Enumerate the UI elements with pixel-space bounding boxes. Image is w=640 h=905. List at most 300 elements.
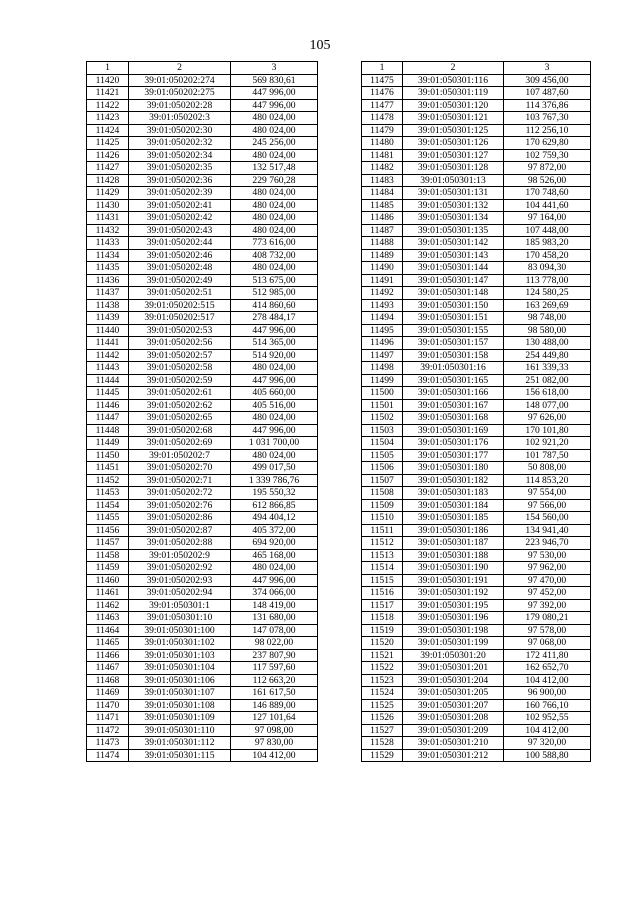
cadastral-number-cell: 39:01:050202:61 [129,387,231,400]
value-cell: 124 580,25 [504,287,591,300]
value-cell: 113 778,00 [504,274,591,287]
cadastral-number-cell: 39:01:050202:34 [129,149,231,162]
value-cell: 97 578,00 [504,624,591,637]
table-row [362,587,591,600]
table-row [87,224,318,237]
table-row [362,337,591,350]
cadastral-number-cell: 39:01:050301:16 [403,362,504,375]
table-row [87,724,318,737]
value-cell: 100 588,80 [504,749,591,762]
row-number-cell: 11430 [87,199,129,212]
row-number-cell: 11478 [362,112,403,125]
row-number-cell: 11516 [362,587,403,600]
table-row [362,312,591,325]
row-number-cell: 11515 [362,574,403,587]
value-cell: 161 339,33 [504,362,591,375]
value-cell: 480 024,00 [231,187,318,200]
cadastral-number-cell: 39:01:050301:186 [403,524,504,537]
row-number-cell: 11448 [87,424,129,437]
row-number-cell: 11441 [87,337,129,350]
cadastral-number-cell: 39:01:050301:190 [403,562,504,575]
table-row [362,562,591,575]
cadastral-number-cell: 39:01:050202:275 [129,87,231,100]
cadastral-number-cell: 39:01:050202:41 [129,199,231,212]
value-cell: 103 767,30 [504,112,591,125]
cadastral-number-cell: 39:01:050202:86 [129,512,231,525]
row-number-cell: 11487 [362,224,403,237]
cadastral-number-cell: 39:01:050301:208 [403,712,504,725]
value-cell: 514 920,00 [231,349,318,362]
cadastral-number-cell: 39:01:050301:209 [403,724,504,737]
value-cell: 97 530,00 [504,549,591,562]
row-number-cell: 11488 [362,237,403,250]
row-number-cell: 11438 [87,299,129,312]
table-row [87,387,318,400]
cadastral-number-cell: 39:01:050301:151 [403,312,504,325]
value-cell: 447 996,00 [231,574,318,587]
row-number-cell: 11420 [87,74,129,87]
value-cell: 97 626,00 [504,412,591,425]
table-row [362,674,591,687]
table-row [87,149,318,162]
table-row [87,362,318,375]
value-cell: 50 808,00 [504,462,591,475]
cadastral-number-cell: 39:01:050301:147 [403,274,504,287]
cadastral-number-cell: 39:01:050202:57 [129,349,231,362]
cadastral-number-cell: 39:01:050301:13 [403,174,504,187]
value-cell: 480 024,00 [231,124,318,137]
cadastral-number-cell: 39:01:050202:30 [129,124,231,137]
cadastral-number-cell: 39:01:050301:169 [403,424,504,437]
row-number-cell: 11432 [87,224,129,237]
table-row [362,237,591,250]
value-cell: 480 024,00 [231,412,318,425]
cadastral-number-cell: 39:01:050301:195 [403,599,504,612]
table-row [362,412,591,425]
table-row [87,299,318,312]
value-cell: 480 024,00 [231,262,318,275]
table-row [362,349,591,362]
value-cell: 480 024,00 [231,112,318,125]
table-row [87,737,318,750]
cadastral-number-cell: 39:01:050202:76 [129,499,231,512]
row-number-cell: 11471 [87,712,129,725]
cadastral-number-cell: 39:01:050301:188 [403,549,504,562]
row-number-cell: 11510 [362,512,403,525]
row-number-cell: 11482 [362,162,403,175]
row-number-cell: 11460 [87,574,129,587]
cadastral-number-cell: 39:01:050301:210 [403,737,504,750]
row-number-cell: 11495 [362,324,403,337]
cadastral-number-cell: 39:01:050301:120 [403,99,504,112]
row-number-cell: 11457 [87,537,129,550]
value-cell: 117 597,60 [231,662,318,675]
row-number-cell: 11444 [87,374,129,387]
row-number-cell: 11522 [362,662,403,675]
row-number-cell: 11475 [362,74,403,87]
value-cell: 405 372,00 [231,524,318,537]
table-row [87,712,318,725]
table-row [87,274,318,287]
row-number-cell: 11470 [87,699,129,712]
cadastral-number-cell: 39:01:050301:110 [129,724,231,737]
value-cell: 612 866,85 [231,499,318,512]
row-number-cell: 11449 [87,437,129,450]
cadastral-number-cell: 39:01:050301:132 [403,199,504,212]
row-number-cell: 11459 [87,562,129,575]
row-number-cell: 11492 [362,287,403,300]
cadastral-number-cell: 39:01:050301:100 [129,624,231,637]
value-cell: 97 164,00 [504,212,591,225]
row-number-cell: 11525 [362,699,403,712]
table-row [87,687,318,700]
row-number-cell: 11527 [362,724,403,737]
table-row [362,712,591,725]
row-number-cell: 11512 [362,537,403,550]
cadastral-number-cell: 39:01:050202:71 [129,474,231,487]
table-row [362,474,591,487]
row-number-cell: 11504 [362,437,403,450]
table-row [87,662,318,675]
row-number-cell: 11439 [87,312,129,325]
value-cell: 114 853,20 [504,474,591,487]
cadastral-number-cell: 39:01:050301:182 [403,474,504,487]
value-cell: 480 024,00 [231,199,318,212]
value-cell: 98 022,00 [231,637,318,650]
table-row [87,549,318,562]
value-cell: 131 680,00 [231,612,318,625]
value-cell: 102 952,55 [504,712,591,725]
table-row [362,724,591,737]
cadastral-number-cell: 39:01:050202:56 [129,337,231,350]
value-cell: 104 441,60 [504,199,591,212]
cadastral-number-cell: 39:01:050202:88 [129,537,231,550]
table-row [362,174,591,187]
value-cell: 569 830,61 [231,74,318,87]
table-row [87,749,318,762]
value-cell: 112 256,10 [504,124,591,137]
value-cell: 134 941,40 [504,524,591,537]
cadastral-number-cell: 39:01:050301:205 [403,687,504,700]
value-cell: 309 456,00 [504,74,591,87]
value-cell: 163 269,69 [504,299,591,312]
table-row [87,474,318,487]
cadastral-number-cell: 39:01:050202:62 [129,399,231,412]
cadastral-number-cell: 39:01:050202:49 [129,274,231,287]
row-number-cell: 11496 [362,337,403,350]
row-number-cell: 11507 [362,474,403,487]
table-row [87,562,318,575]
cadastral-number-cell: 39:01:050301:115 [129,749,231,762]
table-row [362,624,591,637]
table-row [87,587,318,600]
row-number-cell: 11513 [362,549,403,562]
value-cell: 148 419,00 [231,599,318,612]
cadastral-number-cell: 39:01:050301:20 [403,649,504,662]
table-row [362,599,591,612]
value-cell: 229 760,28 [231,174,318,187]
row-number-cell: 11524 [362,687,403,700]
table-row [362,224,591,237]
right-table [361,61,591,762]
table-row [87,612,318,625]
table-row [362,437,591,450]
table-row [362,74,591,87]
table-row [362,362,591,375]
row-number-cell: 11440 [87,324,129,337]
table-row [362,449,591,462]
row-number-cell: 11421 [87,87,129,100]
cadastral-number-cell: 39:01:050301:128 [403,162,504,175]
row-number-cell: 11485 [362,199,403,212]
cadastral-number-cell: 39:01:050301:165 [403,374,504,387]
row-number-cell: 11477 [362,99,403,112]
value-cell: 97 068,00 [504,637,591,650]
value-cell: 254 449,80 [504,349,591,362]
value-cell: 405 660,00 [231,387,318,400]
table-row [87,537,318,550]
value-cell: 223 946,70 [504,537,591,550]
value-cell: 447 996,00 [231,424,318,437]
cadastral-number-cell: 39:01:050301:121 [403,112,504,125]
cadastral-number-cell: 39:01:050301:108 [129,699,231,712]
cadastral-number-cell: 39:01:050301:135 [403,224,504,237]
value-cell: 179 080,21 [504,612,591,625]
row-number-cell: 11505 [362,449,403,462]
cadastral-number-cell: 39:01:050301:187 [403,537,504,550]
table-row [362,287,591,300]
value-cell: 480 024,00 [231,224,318,237]
table-row [87,162,318,175]
cadastral-number-cell: 39:01:050301:166 [403,387,504,400]
row-number-cell: 11450 [87,449,129,462]
cadastral-number-cell: 39:01:050202:58 [129,362,231,375]
cadastral-number-cell: 39:01:050202:32 [129,137,231,150]
row-number-cell: 11489 [362,249,403,262]
table-row [362,487,591,500]
cadastral-number-cell: 39:01:050202:36 [129,174,231,187]
table-row [87,649,318,662]
cadastral-number-cell: 39:01:050202:87 [129,524,231,537]
table-row [362,499,591,512]
cadastral-number-cell: 39:01:050301:168 [403,412,504,425]
cadastral-number-cell: 39:01:050202:515 [129,299,231,312]
cadastral-number-cell: 39:01:050301:143 [403,249,504,262]
table-row [362,737,591,750]
value-cell: 114 376,86 [504,99,591,112]
value-cell: 773 616,00 [231,237,318,250]
value-cell: 170 748,60 [504,187,591,200]
table-row [87,599,318,612]
value-cell: 102 921,20 [504,437,591,450]
value-cell: 494 404,12 [231,512,318,525]
value-cell: 172 411,80 [504,649,591,662]
table-row [87,187,318,200]
cadastral-number-cell: 39:01:050301:155 [403,324,504,337]
table-row [362,699,591,712]
cadastral-number-cell: 39:01:050301:198 [403,624,504,637]
cadastral-number-cell: 39:01:050301:144 [403,262,504,275]
row-number-cell: 11445 [87,387,129,400]
row-number-cell: 11465 [87,637,129,650]
value-cell: 480 024,00 [231,212,318,225]
value-cell: 414 860,60 [231,299,318,312]
cadastral-number-cell: 39:01:050301:106 [129,674,231,687]
cadastral-number-cell: 39:01:050301:131 [403,187,504,200]
row-number-cell: 11503 [362,424,403,437]
value-cell: 160 766,10 [504,699,591,712]
table-row [362,99,591,112]
table-row [362,124,591,137]
cadastral-number-cell: 39:01:050301:150 [403,299,504,312]
cadastral-number-cell: 39:01:050301:148 [403,287,504,300]
table-row [87,74,318,87]
value-cell: 147 078,00 [231,624,318,637]
table-row [362,187,591,200]
table-row [362,374,591,387]
value-cell: 97 962,00 [504,562,591,575]
cadastral-number-cell: 39:01:050301:191 [403,574,504,587]
row-number-cell: 11436 [87,274,129,287]
value-cell: 161 617,50 [231,687,318,700]
value-cell: 104 412,00 [504,674,591,687]
value-cell: 480 024,00 [231,362,318,375]
table-row [362,537,591,550]
row-number-cell: 11422 [87,99,129,112]
cadastral-number-cell: 39:01:050301:180 [403,462,504,475]
cadastral-number-cell: 39:01:050301:204 [403,674,504,687]
row-number-cell: 11464 [87,624,129,637]
table-row [87,637,318,650]
cadastral-number-cell: 39:01:050301:119 [403,87,504,100]
cadastral-number-cell: 39:01:050301:176 [403,437,504,450]
table-row [87,487,318,500]
header-cell-2: 2 [129,62,231,75]
cadastral-number-cell: 39:01:050202:69 [129,437,231,450]
table-row [362,662,591,675]
table-row [362,387,591,400]
table-row [362,162,591,175]
cadastral-number-cell: 39:01:050301:177 [403,449,504,462]
row-number-cell: 11424 [87,124,129,137]
cadastral-number-cell: 39:01:050301:184 [403,499,504,512]
row-number-cell: 11519 [362,624,403,637]
header-row [362,62,591,75]
cadastral-number-cell: 39:01:050301:183 [403,487,504,500]
table-row [362,649,591,662]
row-number-cell: 11429 [87,187,129,200]
table-row [362,549,591,562]
cadastral-number-cell: 39:01:050202:51 [129,287,231,300]
row-number-cell: 11517 [362,599,403,612]
row-number-cell: 11491 [362,274,403,287]
row-number-cell: 11494 [362,312,403,325]
table-row [87,324,318,337]
row-number-cell: 11474 [87,749,129,762]
table-row [362,612,591,625]
value-cell: 97 320,00 [504,737,591,750]
table-row [362,137,591,150]
table-row [87,349,318,362]
value-cell: 447 996,00 [231,324,318,337]
value-cell: 1 339 786,76 [231,474,318,487]
value-cell: 480 024,00 [231,149,318,162]
row-number-cell: 11529 [362,749,403,762]
cadastral-number-cell: 39:01:050301:212 [403,749,504,762]
row-number-cell: 11469 [87,687,129,700]
value-cell: 447 996,00 [231,99,318,112]
value-cell: 156 618,00 [504,387,591,400]
row-number-cell: 11479 [362,124,403,137]
value-cell: 1 031 700,00 [231,437,318,450]
table-row [87,674,318,687]
value-cell: 405 516,00 [231,399,318,412]
cadastral-number-cell: 39:01:050202:48 [129,262,231,275]
row-number-cell: 11458 [87,549,129,562]
value-cell: 514 365,00 [231,337,318,350]
row-number-cell: 11443 [87,362,129,375]
header-cell-3: 3 [504,62,591,75]
value-cell: 97 452,00 [504,587,591,600]
value-cell: 499 017,50 [231,462,318,475]
table-row [362,462,591,475]
cadastral-number-cell: 39:01:050202:70 [129,462,231,475]
cadastral-number-cell: 39:01:050202:68 [129,424,231,437]
table-row [87,574,318,587]
value-cell: 112 663,20 [231,674,318,687]
table-row [87,624,318,637]
value-cell: 170 629,80 [504,137,591,150]
value-cell: 480 024,00 [231,449,318,462]
row-number-cell: 11426 [87,149,129,162]
row-number-cell: 11480 [362,137,403,150]
value-cell: 96 900,00 [504,687,591,700]
cadastral-number-cell: 39:01:050202:53 [129,324,231,337]
cadastral-number-cell: 39:01:050202:3 [129,112,231,125]
table-row [87,112,318,125]
value-cell: 162 652,70 [504,662,591,675]
table-row [87,87,318,100]
table-row [87,174,318,187]
table-row [87,337,318,350]
row-number-cell: 11434 [87,249,129,262]
row-number-cell: 11435 [87,262,129,275]
row-number-cell: 11483 [362,174,403,187]
cadastral-number-cell: 39:01:050301:112 [129,737,231,750]
value-cell: 130 488,00 [504,337,591,350]
table-row [87,412,318,425]
cadastral-number-cell: 39:01:050301:1 [129,599,231,612]
cadastral-number-cell: 39:01:050202:59 [129,374,231,387]
row-number-cell: 11497 [362,349,403,362]
cadastral-number-cell: 39:01:050202:274 [129,74,231,87]
table-row [362,149,591,162]
table-row [87,199,318,212]
cadastral-number-cell: 39:01:050202:92 [129,562,231,575]
value-cell: 170 458,20 [504,249,591,262]
value-cell: 98 580,00 [504,324,591,337]
cadastral-number-cell: 39:01:050301:107 [129,687,231,700]
row-number-cell: 11498 [362,362,403,375]
cadastral-number-cell: 39:01:050301:134 [403,212,504,225]
value-cell: 513 675,00 [231,274,318,287]
row-number-cell: 11467 [87,662,129,675]
cadastral-number-cell: 39:01:050301:10 [129,612,231,625]
row-number-cell: 11476 [362,87,403,100]
row-number-cell: 11463 [87,612,129,625]
row-number-cell: 11466 [87,649,129,662]
value-cell: 97 566,00 [504,499,591,512]
